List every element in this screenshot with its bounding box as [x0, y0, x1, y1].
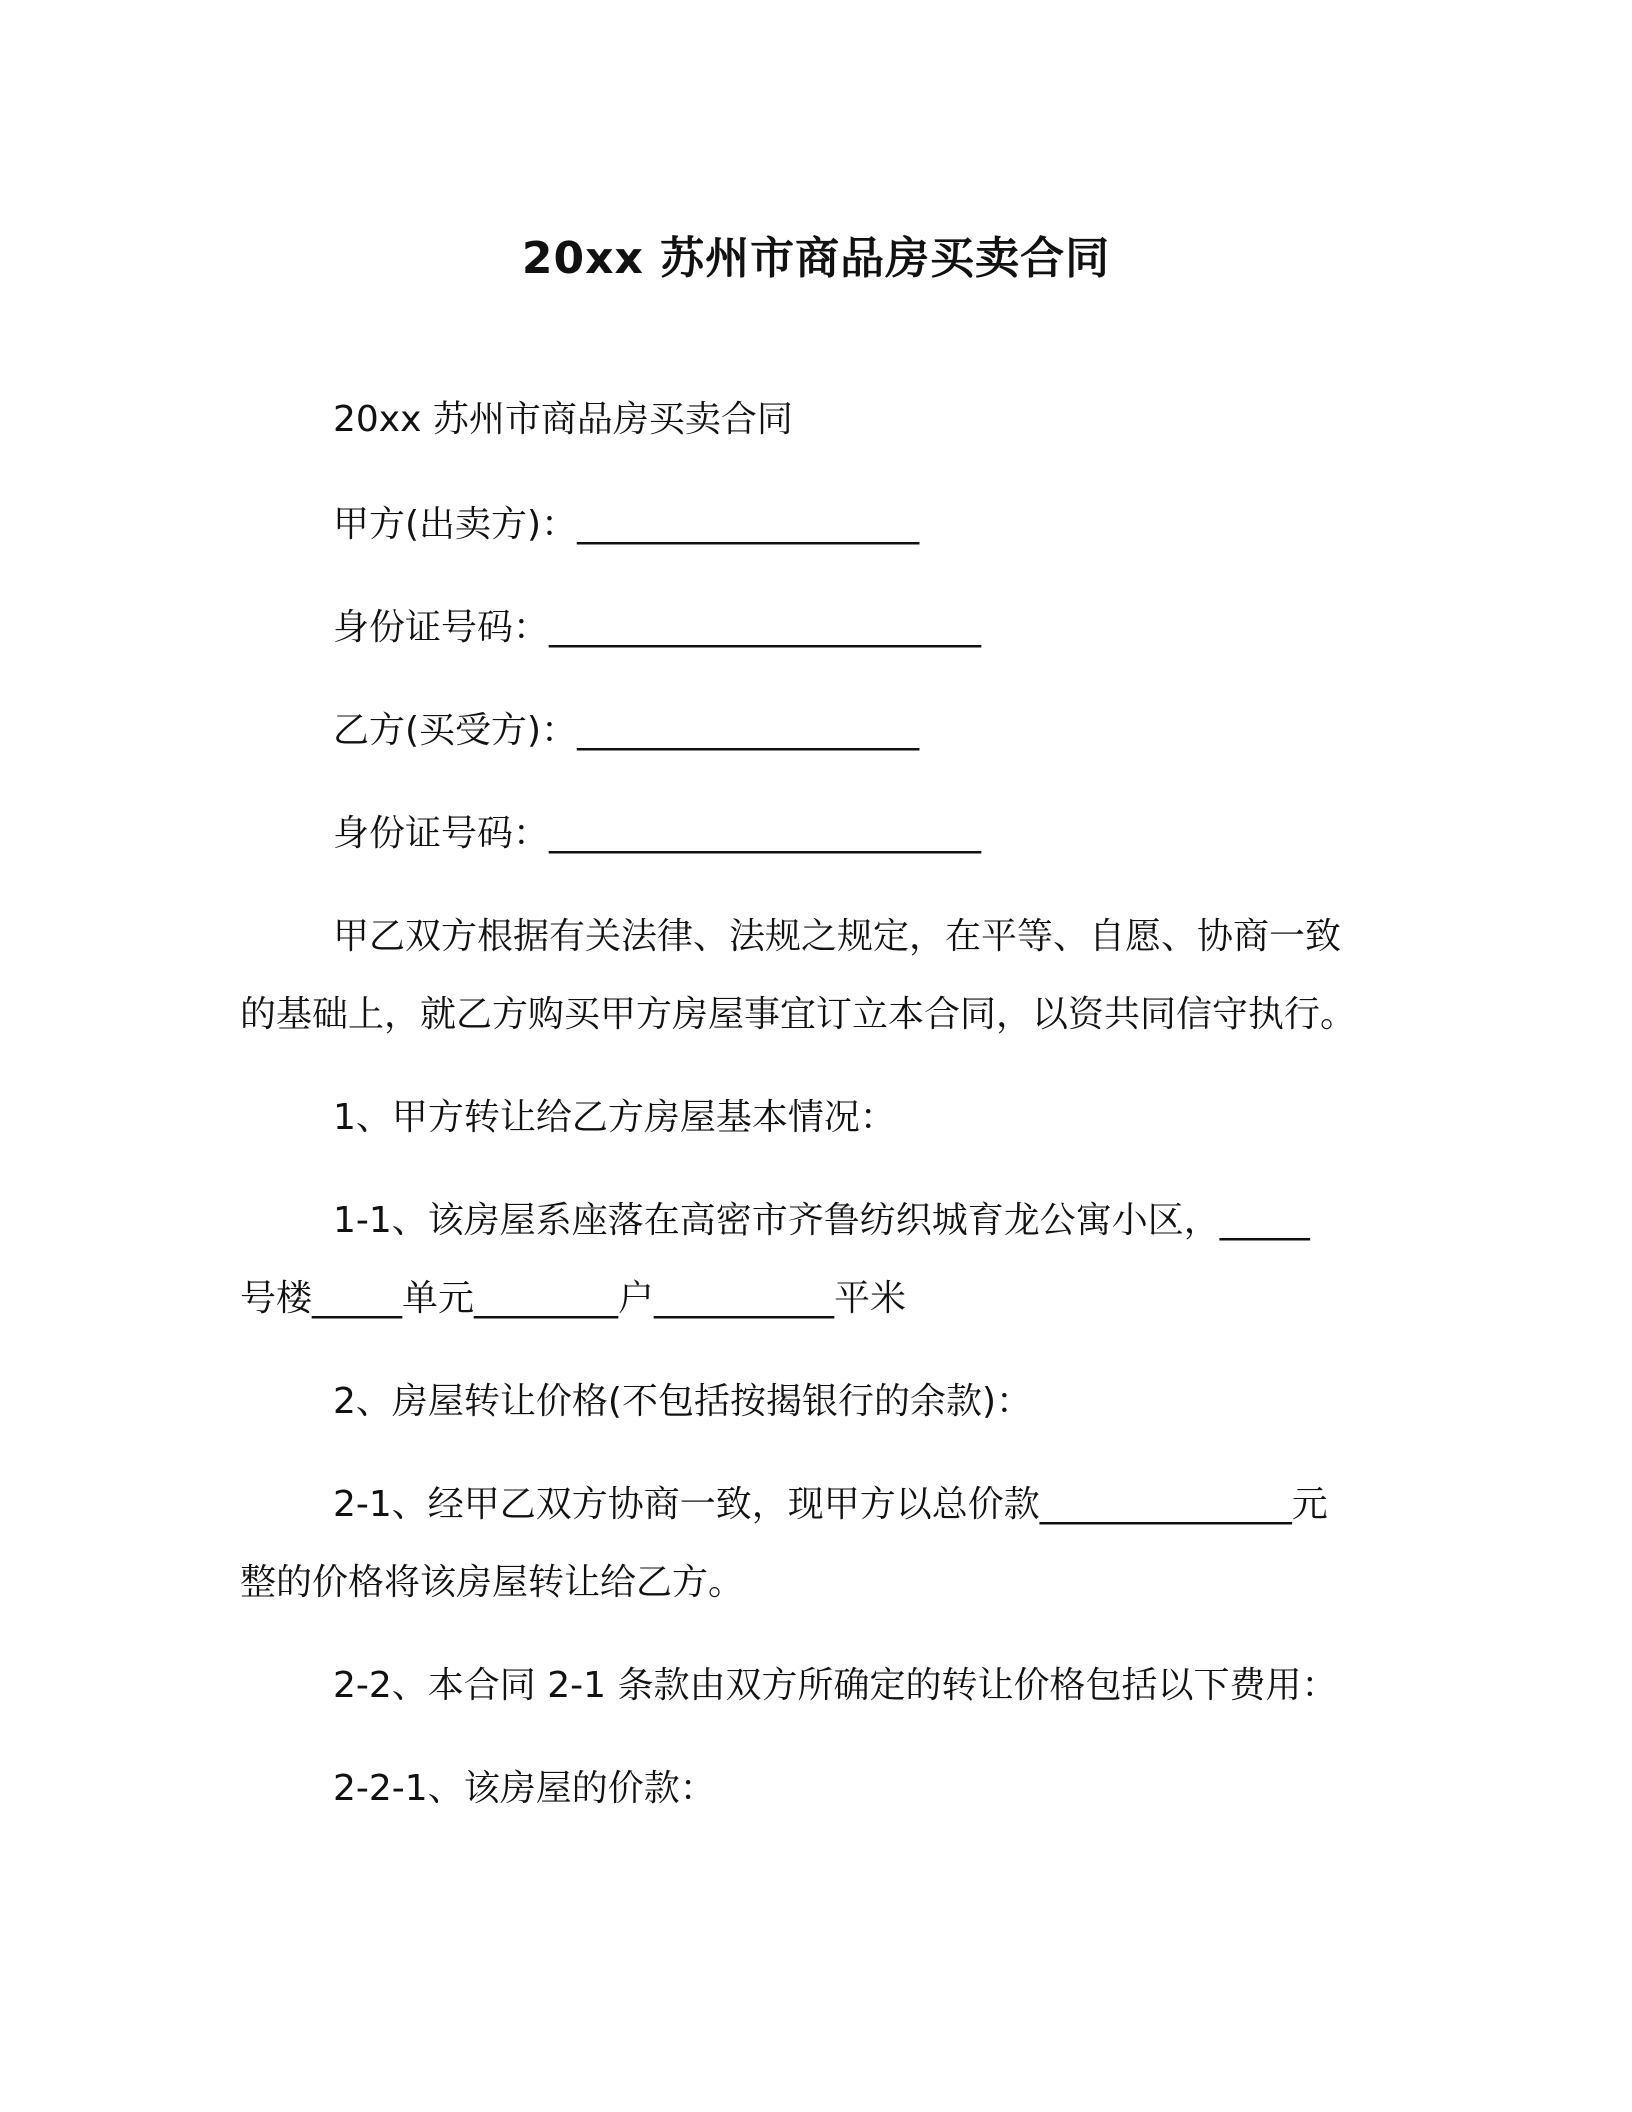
clause-2-2: 2-2、本合同 2-1 条款由双方所确定的转让价格包括以下费用：: [333, 1665, 1338, 1706]
clause-2-heading: 2、房屋转让价格(不包括按揭银行的余款)：: [333, 1381, 1032, 1422]
clause-2-1-line-1: 2-1、经甲乙双方协商一致，现甲方以总价款______________元: [333, 1484, 1328, 1525]
document-title: 20xx 苏州市商品房买卖合同: [521, 233, 1111, 284]
clause-1-heading: 1、甲方转让给乙方房屋基本情况：: [333, 1097, 896, 1138]
clause-2-2-1: 2-2-1、该房屋的价款：: [333, 1768, 716, 1809]
preamble-line-2: 的基础上，就乙方购买甲方房屋事宜订立本合同，以资共同信守执行。: [240, 994, 1357, 1035]
party-b-field: 乙方(买受方)：___________________: [333, 710, 920, 751]
party-b-id-field: 身份证号码：________________________: [333, 813, 982, 854]
preamble-line-1: 甲乙双方根据有关法律、法规之规定，在平等、自愿、协商一致: [333, 916, 1342, 957]
clause-1-1-line-1: 1-1、该房屋系座落在高密市齐鲁纺织城育龙公寓小区，_____: [333, 1200, 1310, 1241]
clause-2-1-line-2: 整的价格将该房屋转让给乙方。: [240, 1562, 745, 1603]
subtitle: 20xx 苏州市商品房买卖合同: [333, 399, 793, 440]
party-a-id-field: 身份证号码：________________________: [333, 607, 982, 648]
party-a-field: 甲方(出卖方)：___________________: [333, 504, 920, 545]
clause-1-1-line-2: 号楼_____单元________户__________平米: [240, 1278, 907, 1319]
